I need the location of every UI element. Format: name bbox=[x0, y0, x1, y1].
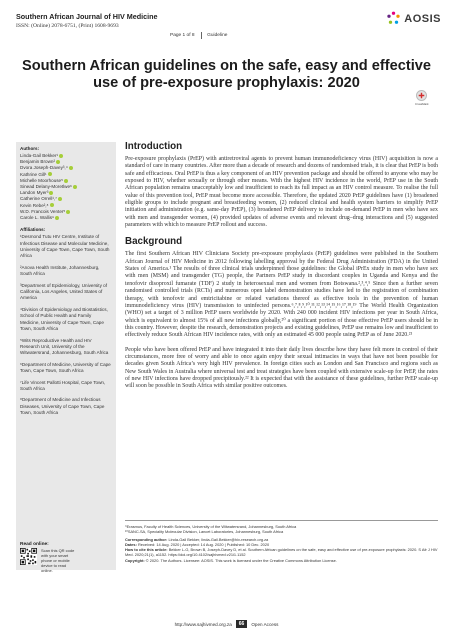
orcid-icon[interactable] bbox=[48, 172, 52, 176]
affiliation-item: ⁷Life Vincent Pallotti Hospital, Cape Town, South Africa bbox=[20, 379, 106, 391]
footnote-affiliation: ⁹Erasmus, Faculty of Health Sciences, University of the Witwatersrand, Johannesburg, South Africa bbox=[125, 524, 297, 529]
page-label: Page 1 of 8 bbox=[170, 33, 195, 38]
introduction-heading: Introduction bbox=[125, 141, 183, 152]
background-heading: Background bbox=[125, 236, 183, 248]
affiliations-heading: Affiliations: bbox=[20, 227, 46, 233]
author-item[interactable]: Sinead Delany-Moretlwe⁶ bbox=[20, 184, 112, 190]
affiliation-item: ⁵Wits Reproductive Health and HIV Research Unit, University of the Witwatersrand, Johannesburg, South Africa bbox=[20, 337, 109, 356]
crossmark-icon bbox=[416, 90, 427, 101]
page-number: 66 bbox=[236, 620, 248, 628]
affiliation-item: ²Anova Health Institute, Johannesburg, South Africa bbox=[20, 264, 100, 277]
section-label: Guideline bbox=[207, 33, 228, 38]
article-dates: Dates: Received: 14 Aug. 2020 | Accepted: 14 Aug. 2020 | Published: 10 Dec. 2020 bbox=[125, 541, 270, 547]
author-item[interactable]: Dvora Joseph-Davey³,⁴ bbox=[20, 165, 112, 171]
orcid-icon[interactable] bbox=[66, 210, 70, 214]
citation: How to cite this article: Bekker L-G, Brown B, Joseph-Davey D, et al. Southern African guidelines on the safe, easy and effective use of pre-exposure prophylaxis: 2020. S Afr J HIV Med. 2020;21(1), a1152. https://doi.org/10.4102/sajhivmed.v21i1.1152 bbox=[125, 547, 438, 558]
introduction-paragraph: Pre-exposure prophylaxis (PrEP) with antiretroviral agents to prevent human immunodeficiency virus (HIV) acquisition is now a standard of care in many countries. After more than a decade of research and dozens of randomised trials, it is clear that PrEP is both safe and efficacious. Oral PrEP is thus a key component of an HIV prevention package and should be offered to anyone who may be exposed to HIV, whether sexually or through other means. With the highest HIV incidence in the world, PrEP use in the South African population remains unacceptably low and insufficient to reach its full impact as an HIV control measure. To realise the full value of this prevention tool, PrEP must become more accessible. Therefore, the updated 2020 PrEP guidelines have (1) broadened eligible groups to include pregnant and breastfeeding women, (2) reduced clinical and health system barriers to simplify PrEP initiation and administration (e.g. same-day PrEP), (3) broadened PrEP delivery to include on-demand PrEP in men who have sex with men and transgender women, (4) provided updates of adverse events and relevant drug–drug interactions and (5) suggested parameters with which to measure PrEP rollout and success. bbox=[125, 156, 438, 229]
author-item[interactable]: W.D. Francois Venter⁵ bbox=[20, 209, 112, 215]
logo-text: AOSIS bbox=[404, 12, 441, 25]
author-item[interactable]: Benjamin Brown² bbox=[20, 159, 112, 165]
page-bar bbox=[170, 32, 227, 39]
article-footnotes bbox=[125, 520, 438, 563]
orcid-icon[interactable] bbox=[69, 166, 73, 170]
affiliation-item: ⁴Division of Epidemiology and Biostatistics, School of Public Health and Family Medicine, University of Cape Town, Cape Town, South Africa bbox=[20, 306, 108, 332]
copyright: Copyright: © 2020. The Authors. Licensee: AOSIS. This work is licensed under the Creative Commons Attribution License. bbox=[125, 557, 337, 563]
orcid-icon[interactable] bbox=[50, 203, 54, 207]
issn: ISSN: (Online) 2078-6751, (Print) 1608-9693 bbox=[16, 23, 119, 29]
journal-header bbox=[16, 12, 441, 29]
orcid-icon[interactable] bbox=[73, 185, 77, 189]
orcid-icon[interactable] bbox=[55, 216, 59, 220]
crossmark-label: CrossMark bbox=[415, 102, 429, 106]
read-online-label: Read online: bbox=[20, 542, 49, 547]
article-title: Southern African guidelines on the safe, easy and effective use of pre-exposure prophylaxis: 2020 bbox=[21, 58, 431, 91]
affiliation-item: ⁶Department of Medicine, University of Cape Town, Cape Town, South Africa bbox=[20, 361, 111, 374]
aosis-logo-icon bbox=[386, 11, 401, 26]
background-paragraph: The first Southern African HIV Clinicians Society pre-exposure prophylaxis (PrEP) guidelines were published in the Southern African Journal of HIV Medicine in 2012 following labelling approval by the Federal Drug Administration (FDA) in the United States of America.¹ The results of three clinical trials underpinned those guidelines: the Global iPrEx study in men who have sex with men (MSM) and transgender (TG) people, the Partners PrEP study in discordant couples in Uganda and Kenya and the tenofovir disoproxil fumarate (TDF) 2 study in heterosexual men and women from Botswana.²,³,⁴,⁵ Since then a further seven randomised controlled trials (RCTs) and numerous open label demonstration studies have led to the registration of combination therapy, with tenofovir and emtricitabine or related variations thereof as effective tools in the prevention of human immunodeficiency virus (HIV) transmission to uninfected persons.⁶,⁷,⁸,⁹,¹⁰,¹¹,¹²,¹³,¹⁴,¹⁵,¹⁶,¹⁷,¹⁸,¹⁹ The World Health Organization (WHO) set a target of 3 million PrEP users worldwide by 2020. With 240 000 incident HIV infections per year in South Africa, which is equivalent to almost 15% of all new infections globally,²⁰ a significant portion of those effective PrEP users should be in this country. However, despite the research, demonstration projects and existing guidelines, PrEP use remains low and insufficient to effectively reduce South African HIV incidence rates, with only an estimated 45 000 people using PrEP as of June 2020.²¹ bbox=[125, 251, 438, 339]
affiliations bbox=[20, 227, 112, 416]
article-sidebar bbox=[16, 142, 116, 573]
affiliation-item: ⁸Department of Medicine and Infectious Diseases, University of Cape Town, Cape Town, South Africa bbox=[20, 397, 105, 416]
qr-instructions: Scan this QR code with your smart phone or mobile device to read online. bbox=[41, 548, 75, 573]
author-item[interactable]: Kevin Rebe²,⁸ bbox=[20, 203, 112, 209]
article-body bbox=[125, 141, 438, 391]
orcid-icon[interactable] bbox=[59, 154, 63, 158]
authors-heading: Authors: bbox=[20, 146, 40, 151]
author-item[interactable]: Linda-Gail Bekker¹ bbox=[20, 153, 112, 159]
author-list bbox=[20, 153, 112, 221]
orcid-icon[interactable] bbox=[58, 197, 62, 201]
author-item[interactable]: Landon Myer³ bbox=[20, 190, 112, 196]
crossmark-badge[interactable] bbox=[415, 90, 429, 106]
divider bbox=[201, 32, 202, 39]
qr-code-icon[interactable] bbox=[20, 548, 37, 565]
open-access-label: Open Access bbox=[251, 621, 279, 627]
orcid-icon[interactable] bbox=[64, 179, 68, 183]
journal-url-link[interactable]: http://www.sajhivmed.org.za bbox=[174, 621, 232, 627]
author-item[interactable]: Carole L. Wallis⁹ bbox=[20, 215, 112, 221]
orcid-icon[interactable] bbox=[49, 191, 53, 195]
publisher-logo bbox=[386, 11, 441, 26]
footnote-affiliation: ¹⁰SANC-SA, Speciality Molecular Division, Lancet Laboratories, Johannesburg, South Africa bbox=[125, 529, 284, 535]
author-item[interactable]: Kathrine Gill¹ bbox=[20, 172, 112, 178]
author-item[interactable]: Catherine Orrell¹,⁷ bbox=[20, 196, 112, 202]
corresponding-author: Corresponding author: Linda-Gail Bekker, linda-Gail.Bekker@hiv-research.org.za bbox=[125, 536, 269, 542]
orcid-icon[interactable] bbox=[56, 160, 60, 164]
qr-section bbox=[20, 548, 77, 573]
affiliation-item: ³Department of Epidemiology, University of California, Los Angeles, United States of America bbox=[20, 282, 107, 301]
author-item[interactable]: Michelle Moorhouse⁵ bbox=[20, 178, 112, 184]
affiliation-item: ¹Desmond Tutu HIV Centre, Institute of Infectious Disease and Molecular Medicine, University of Cape Town, Cape Town, South Africa bbox=[20, 234, 110, 259]
page-footer bbox=[0, 620, 453, 628]
background-paragraph: People who have been offered PrEP and have integrated it into their daily lives describe how they have felt more in control of their circumstances, more free of worry and able to once again enjoy their sexual intimacies in ways that have not been possible for decades given South Africa’s very high HIV prevalence. In foreign cities such as London and San Francisco and regions such as New South Wales in Australia where universal test and treat strategies have been coupled with extensive scale-up for PrEP, the rates of new HIV infections have dropped precipitously.²² It is expected that with the assistance of these guidelines, further PrEP scale-up will soon be possible in South Africa with similar positive outcomes. bbox=[125, 346, 438, 390]
journal-title: Southern African Journal of HIV Medicine bbox=[16, 12, 158, 21]
